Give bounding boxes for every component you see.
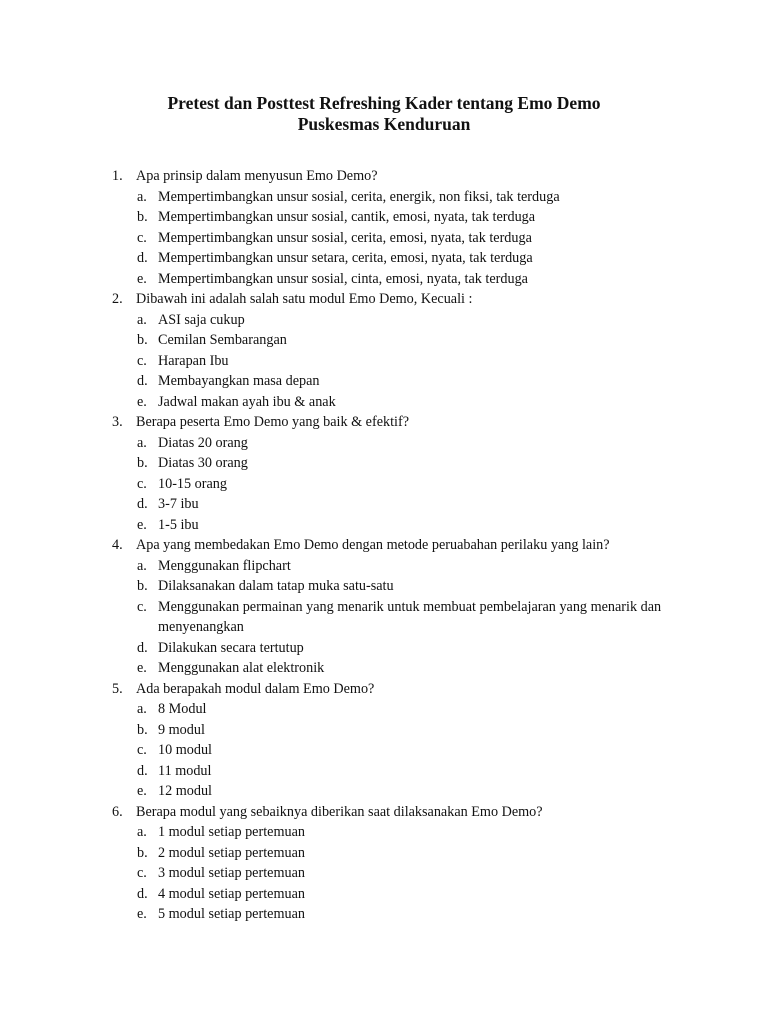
option-text: Mempertimbangkan unsur sosial, cerita, emosi, nyata, tak terduga	[158, 229, 532, 246]
option-letter: e.	[137, 393, 147, 410]
option-letter: e.	[137, 270, 147, 287]
question-text: Apa yang membedakan Emo Demo dengan metode peruabahan perilaku yang lain?	[136, 537, 610, 553]
option-letter: d.	[137, 250, 148, 266]
option-text: 3-7 ibu	[158, 496, 199, 512]
option-text: Harapan Ibu	[158, 352, 229, 369]
option-text: 1 modul setiap pertemuan	[158, 824, 305, 840]
option-letter: c.	[137, 865, 147, 881]
option-item	[137, 474, 672, 495]
option-item	[137, 330, 672, 351]
option-letter: b.	[137, 332, 148, 348]
option-letter: e.	[137, 660, 147, 676]
option-item	[137, 884, 672, 905]
option-letter: d.	[137, 762, 148, 779]
option-text: 10 modul	[158, 742, 212, 758]
option-item	[137, 740, 672, 761]
option-letter: a.	[137, 434, 147, 451]
option-item	[137, 228, 672, 249]
option-item	[137, 310, 672, 331]
option-letter: b.	[137, 578, 148, 594]
option-letter: e.	[137, 783, 147, 799]
option-item	[137, 453, 672, 474]
option-text: Mempertimbangkan unsur sosial, cerita, energik, non fiksi, tak terduga	[158, 188, 560, 205]
question-item	[112, 166, 672, 289]
option-text: 1-5 ibu	[158, 516, 199, 533]
question-item	[112, 412, 672, 535]
title-line-1: Pretest dan Posttest Refreshing Kader tentang Emo Demo	[167, 93, 601, 113]
title-line-2: Puskesmas Kenduruan	[297, 114, 471, 134]
option-item	[137, 371, 672, 392]
option-text: Mempertimbangkan unsur sosial, cinta, emosi, nyata, tak terduga	[158, 270, 528, 287]
option-item	[137, 761, 672, 782]
option-item	[137, 597, 672, 638]
option-text: ASI saja cukup	[158, 311, 245, 328]
option-list	[112, 699, 672, 802]
option-item	[137, 781, 672, 802]
question-number: 5.	[112, 680, 123, 697]
option-item	[137, 392, 672, 413]
option-list	[112, 310, 672, 413]
option-item	[137, 269, 672, 290]
question-number: 1.	[112, 168, 123, 184]
option-item	[137, 822, 672, 843]
document-title	[0, 93, 768, 135]
question-row	[112, 802, 672, 823]
question-row	[112, 412, 672, 433]
option-item	[137, 207, 672, 228]
option-text: Mempertimbangkan unsur setara, cerita, emosi, nyata, tak terduga	[158, 250, 533, 266]
option-letter: e.	[137, 906, 147, 922]
option-text: 3 modul setiap pertemuan	[158, 865, 305, 881]
option-text: 4 modul setiap pertemuan	[158, 885, 305, 902]
question-item	[112, 535, 672, 679]
option-item	[137, 863, 672, 884]
option-text: Jadwal makan ayah ibu & anak	[158, 393, 336, 410]
option-text: 11 modul	[158, 762, 212, 779]
option-letter: c.	[137, 475, 147, 492]
option-letter: a.	[137, 188, 147, 205]
option-item	[137, 494, 672, 515]
option-letter: c.	[137, 229, 147, 246]
option-text: 2 modul setiap pertemuan	[158, 844, 305, 861]
option-text: Diatas 30 orang	[158, 455, 248, 471]
option-item	[137, 515, 672, 536]
question-row	[112, 166, 672, 187]
option-letter: a.	[137, 311, 147, 328]
option-text: Dilaksanakan dalam tatap muka satu-satu	[158, 578, 394, 594]
option-item	[137, 658, 672, 679]
option-letter: b.	[137, 844, 148, 861]
option-item	[137, 187, 672, 208]
question-list	[112, 166, 672, 925]
option-item	[137, 556, 672, 577]
option-letter: b.	[137, 209, 148, 225]
option-letter: d.	[137, 373, 148, 389]
option-letter: c.	[137, 742, 147, 758]
question-text: Apa prinsip dalam menyusun Emo Demo?	[136, 168, 378, 184]
option-letter: c.	[137, 352, 147, 369]
option-text: 8 Modul	[158, 701, 207, 717]
option-item	[137, 720, 672, 741]
option-letter: b.	[137, 721, 148, 738]
question-row	[112, 679, 672, 700]
question-row	[112, 535, 672, 556]
question-number: 6.	[112, 803, 123, 820]
option-letter: c.	[137, 598, 147, 615]
question-number: 2.	[112, 291, 123, 307]
option-item	[137, 699, 672, 720]
option-letter: d.	[137, 885, 148, 902]
option-letter: a.	[137, 557, 147, 574]
option-item	[137, 638, 672, 659]
option-text: Menggunakan flipchart	[158, 557, 291, 574]
option-text: 12 modul	[158, 783, 212, 799]
option-item	[137, 351, 672, 372]
option-list	[112, 433, 672, 536]
option-letter: d.	[137, 639, 148, 656]
option-text: Cemilan Sembarangan	[158, 332, 287, 348]
question-text: Dibawah ini adalah salah satu modul Emo Demo, Kecuali :	[136, 291, 473, 307]
option-text: 5 modul setiap pertemuan	[158, 906, 305, 922]
option-list	[112, 822, 672, 925]
option-text: Dilakukan secara tertutup	[158, 639, 304, 656]
question-text: Ada berapakah modul dalam Emo Demo?	[136, 680, 375, 697]
option-text: Diatas 20 orang	[158, 434, 248, 451]
option-item	[137, 904, 672, 925]
option-text: Membayangkan masa depan	[158, 373, 320, 389]
option-text: 10-15 orang	[158, 475, 227, 492]
option-text: Menggunakan permainan yang menarik untuk membuat pembelajaran yang menarik dan menyenangkan	[158, 598, 662, 635]
option-item	[137, 248, 672, 269]
question-text: Berapa modul yang sebaiknya diberikan saat dilaksanakan Emo Demo?	[136, 803, 543, 820]
question-item	[112, 679, 672, 802]
question-number: 3.	[112, 414, 123, 430]
option-letter: a.	[137, 701, 147, 717]
option-list	[112, 187, 672, 290]
option-text: Menggunakan alat elektronik	[158, 660, 325, 676]
question-item	[112, 289, 672, 412]
option-letter: b.	[137, 455, 148, 471]
question-row	[112, 289, 672, 310]
option-list	[112, 556, 672, 679]
option-item	[137, 843, 672, 864]
option-item	[137, 576, 672, 597]
option-letter: e.	[137, 516, 147, 533]
option-letter: a.	[137, 824, 147, 840]
option-letter: d.	[137, 496, 148, 512]
question-number: 4.	[112, 537, 123, 553]
option-item	[137, 433, 672, 454]
question-item	[112, 802, 672, 925]
question-text: Berapa peserta Emo Demo yang baik & efektif?	[136, 414, 409, 430]
option-text: 9 modul	[158, 721, 205, 738]
option-text: Mempertimbangkan unsur sosial, cantik, emosi, nyata, tak terduga	[158, 209, 536, 225]
